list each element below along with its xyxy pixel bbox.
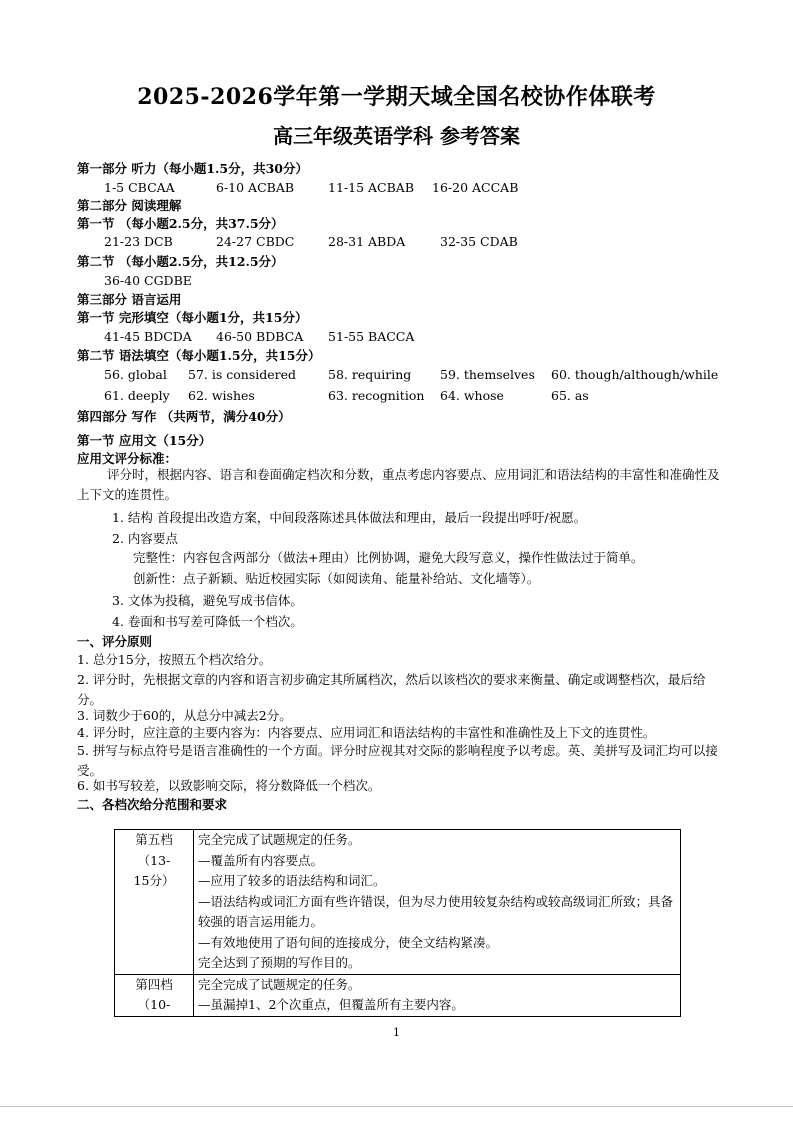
criteria-heading: 应用文评分标准： <box>77 451 178 466</box>
principle-item: 4. 评分时，应注意的主要内容为：内容要点、应用词汇和语法结构的丰富性和准确性及上下文的连贯性。 <box>77 725 656 740</box>
grammar-answer: 61. deeply <box>104 388 170 403</box>
grammar-answer: 58. requiring <box>328 367 412 382</box>
level-range: （13- <box>137 852 171 868</box>
criteria-item: 4. 卷面和书写差可降低一个档次。 <box>112 614 303 629</box>
table-row <box>115 830 681 975</box>
levels-heading: 二、各档次给分范围和要求 <box>77 797 228 812</box>
requirement-line: 完全完成了试题规定的任务。 <box>198 976 361 992</box>
part4-sec1-heading: 第一节 应用文（15分） <box>77 433 212 448</box>
requirement-line: 完全达到了预期的写作目的。 <box>198 955 361 970</box>
grammar-answer: 57. is considered <box>188 367 297 382</box>
page-title: 2025-2026学年第一学期天域全国名校协作体联考 <box>137 84 656 110</box>
level-range: （10- <box>137 997 171 1012</box>
level-cell <box>115 830 194 975</box>
requirement-line: —应用了较多的语法结构和词汇。 <box>198 873 386 888</box>
part3-heading: 第三部分 语言运用 <box>77 292 182 307</box>
answer-group: 21-23 DCB <box>104 234 173 249</box>
grade-table <box>114 829 681 1017</box>
grammar-answer: 60. though/although/while <box>551 367 719 382</box>
part2-sec2-heading: 第二节 （每小题2.5分，共12.5分） <box>77 254 284 269</box>
principle-item: 1. 总分15分，按照五个档次给分。 <box>77 652 272 667</box>
level-name: 第五档 <box>135 832 173 847</box>
criteria-item: 3. 文体为投稿，避免写成书信体。 <box>112 593 303 608</box>
principle-item: 3. 词数少于60的，从总分中减去2分。 <box>77 708 292 723</box>
answer-group: 6-10 ACBAB <box>216 180 295 195</box>
criteria-subitem: 完整性：内容包含两部分（做法+理由）比例协调，避免大段写意义，操作性做法过于简单。 <box>133 550 644 565</box>
part4-heading: 第四部分 写作 （共两节，满分40分） <box>77 409 291 424</box>
answer-group: 1-5 CBCAA <box>104 180 175 195</box>
requirement-line: —有效地使用了语句间的连接成分，使全文结构紧凑。 <box>198 934 499 950</box>
criteria-item: 1. 结构 首段提出改造方案，中间段落陈述具体做法和理由，最后一段提出呼吁/祝愿。 <box>112 510 587 525</box>
grammar-answer: 63. recognition <box>328 388 425 403</box>
answer-group: 41-45 BDCDA <box>104 329 192 344</box>
principle-item: 2. 评分时，先根据文章的内容和语言初步确定其所属档次，然后以该档次的要求来衡量、确定或调整档次，最后给分。 <box>77 672 706 707</box>
level-name: 第四档 <box>135 976 173 992</box>
requirement-line: —覆盖所有内容要点。 <box>198 852 324 868</box>
criteria-item: 2. 内容要点 <box>112 531 178 546</box>
requirement-line: 完全完成了试题规定的任务。 <box>198 832 361 847</box>
answer-group: 36-40 CGDBE <box>104 273 192 288</box>
requirement-line: —虽漏掉1、2个次重点，但覆盖所有主要内容。 <box>198 997 464 1012</box>
criteria-subitem: 创新性：点子新颖、贴近校园实际（如阅读角、能量补给站、文化墙等）。 <box>133 571 540 586</box>
grammar-answer: 64. whose <box>440 388 504 403</box>
part2-heading: 第二部分 阅读理解 <box>77 198 182 213</box>
requirements-cell <box>194 830 681 975</box>
level-cell <box>115 974 194 1016</box>
part3-sec2-heading: 第二节 语法填空（每小题1.5分，共15分） <box>77 348 321 363</box>
requirement-line: —语法结构或词汇方面有些许错误，但为尽力使用较复杂结构或较高级词汇所致；具备较强的语言运用能力。 <box>198 893 674 929</box>
page-subtitle: 高三年级英语学科 参考答案 <box>273 124 520 148</box>
part3-sec1-heading: 第一节 完形填空（每小题1分，共15分） <box>77 310 308 325</box>
part1-heading: 第一部分 听力（每小题1.5分，共30分） <box>77 161 308 176</box>
requirements-cell <box>194 974 681 1016</box>
page-number: 1 <box>393 1026 400 1039</box>
criteria-intro: 评分时，根据内容、语言和卷面确定档次和分数，重点考虑内容要点、应用词汇和语法结构的丰富性和准确性及上下文的连贯性。 <box>77 467 720 502</box>
answer-group: 28-31 ABDA <box>328 234 406 249</box>
answer-group: 24-27 CBDC <box>216 234 295 249</box>
principle-item: 5. 拼写与标点符号是语言准确性的一个方面。评分时应视其对交际的影响程度予以考虑。英、美拼写及词汇均可以接受。 <box>77 743 718 778</box>
grammar-answer: 65. as <box>551 388 589 403</box>
part2-sec1-heading: 第一节 （每小题2.5分，共37.5分） <box>77 216 284 231</box>
grammar-answer: 56. global <box>104 367 167 382</box>
principle-item: 6. 如书写较差，以致影响交际，将分数降低一个档次。 <box>77 778 381 793</box>
principles-heading: 一、评分原则 <box>77 634 153 649</box>
grammar-answer: 62. wishes <box>188 388 255 403</box>
page-bottom-divider <box>0 1106 793 1107</box>
grammar-answer: 59. themselves <box>440 367 535 382</box>
answer-group: 32-35 CDAB <box>440 234 518 249</box>
answer-group: 51-55 BACCA <box>328 329 415 344</box>
answer-group: 46-50 BDBCA <box>216 329 304 344</box>
level-range: 15分） <box>133 873 175 888</box>
answer-group: 11-15 ACBAB <box>328 180 414 195</box>
answer-group: 16-20 ACCAB <box>432 180 519 195</box>
table-row <box>115 974 681 1016</box>
